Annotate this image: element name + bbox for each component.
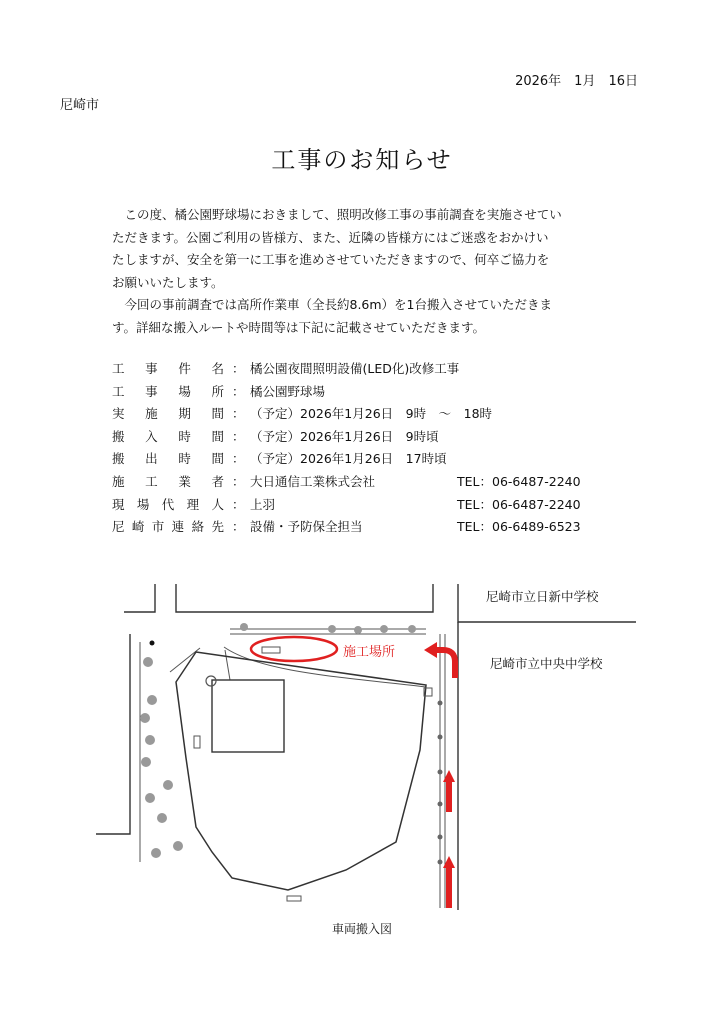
- tree: [163, 780, 173, 790]
- body-line: す。詳細な搬入ルートや時間等は下記に記載させていただきます。: [112, 319, 486, 335]
- detail-value: 大日通信工業株式会社: [250, 473, 376, 489]
- page-title: 工事のお知らせ: [271, 146, 453, 174]
- detail-value: 橘公園夜間照明設備(LED化)改修工事: [250, 361, 460, 376]
- body-line: お願いいたします。: [112, 274, 224, 290]
- detail-value: （予定）2026年1月26日 17時頃: [250, 451, 447, 467]
- school-label-nisshin: 尼崎市立日新中学校: [486, 589, 599, 604]
- post-marker: [438, 860, 443, 865]
- paragraph-1: [112, 204, 604, 294]
- detail-value: （予定）2026年1月26日 9時 ～ 18時: [250, 406, 493, 422]
- black-marker: [150, 641, 155, 646]
- tree: [173, 841, 183, 851]
- street-line: [124, 584, 155, 612]
- tree: [380, 625, 388, 633]
- vehicle-icon: [287, 896, 301, 901]
- sender-name: 尼崎市: [60, 98, 100, 113]
- street-line: [96, 634, 130, 834]
- route-turn-arrowhead-icon: [424, 642, 437, 658]
- tree: [328, 625, 336, 633]
- detail-tel: TEL：06-6487-2240: [457, 473, 581, 489]
- tree: [147, 695, 157, 705]
- detail-colon: ：: [232, 519, 245, 535]
- detail-label: 工 事 件 名: [112, 361, 224, 376]
- detail-colon: ：: [232, 496, 245, 512]
- notice-date: 2026年 1月 16日: [515, 74, 638, 89]
- body-line: ただきます。公園ご利用の皆様方、また、近隣の皆様方にはご迷惑をおかけい: [112, 229, 549, 245]
- tree: [141, 757, 151, 767]
- detail-label: 実 施 期 間: [112, 406, 224, 422]
- detail-label: 施 工 業 者: [112, 473, 224, 489]
- detail-colon: ：: [232, 383, 245, 399]
- vehicle-icon: [262, 647, 280, 653]
- body-line: 今回の事前調査では高所作業車（全長約8.6m）を1台搬入させていただきま: [124, 297, 553, 313]
- path-line: [225, 650, 230, 680]
- tree: [143, 657, 153, 667]
- detail-tel: TEL：06-6489-6523: [457, 519, 581, 535]
- detail-label: 尼 崎 市 連 絡 先: [112, 519, 224, 535]
- ballpark-outline: [176, 652, 426, 890]
- post-marker: [438, 835, 443, 840]
- small-ring-icon: [206, 676, 216, 686]
- tree: [145, 735, 155, 745]
- detail-tel: TEL：06-6487-2240: [457, 496, 581, 512]
- post-marker: [438, 701, 443, 706]
- tree: [145, 793, 155, 803]
- map-caption: 車両搬入図: [331, 922, 392, 936]
- body-line: この度、橘公園野球場におきまして、照明改修工事の事前調査を実施させてい: [124, 207, 562, 222]
- detail-colon: ：: [232, 451, 245, 467]
- detail-colon: ：: [232, 406, 245, 422]
- school-label-chuo: 尼崎市立中央中学校: [490, 656, 603, 671]
- detail-colon: ：: [232, 473, 245, 489]
- tree: [157, 813, 167, 823]
- detail-value: （予定）2026年1月26日 9時頃: [250, 428, 439, 444]
- post-marker: [438, 770, 443, 775]
- detail-label: 搬 入 時 間: [112, 428, 224, 444]
- paragraph-2: [112, 294, 604, 339]
- work-site-highlight: [251, 637, 337, 661]
- tree: [140, 713, 150, 723]
- work-site-label: 施工場所: [343, 645, 396, 660]
- structure-icon: [194, 736, 200, 748]
- detail-label: 搬 出 時 間: [112, 451, 224, 467]
- detail-colon: ：: [232, 361, 245, 376]
- tree: [408, 625, 416, 633]
- detail-colon: ：: [232, 428, 245, 444]
- tree: [151, 848, 161, 858]
- detail-value: 橘公園野球場: [250, 383, 326, 399]
- detail-value: 上羽: [250, 496, 276, 512]
- tree: [354, 626, 362, 634]
- post-marker: [438, 802, 443, 807]
- infield-square: [212, 680, 284, 752]
- detail-label: 工 事 場 所: [112, 383, 224, 399]
- street-line: [176, 584, 433, 612]
- post-marker: [438, 735, 443, 740]
- body-line: たしますが、安全を第一に工事を進めさせていただきますので、何卒ご協力を: [112, 252, 550, 268]
- detail-value: 設備・予防保全担当: [250, 519, 363, 535]
- vehicle-route-map: [0, 572, 724, 917]
- notice-body: [112, 204, 604, 340]
- detail-label: 現 場 代 理 人: [112, 496, 224, 512]
- tree: [240, 623, 248, 631]
